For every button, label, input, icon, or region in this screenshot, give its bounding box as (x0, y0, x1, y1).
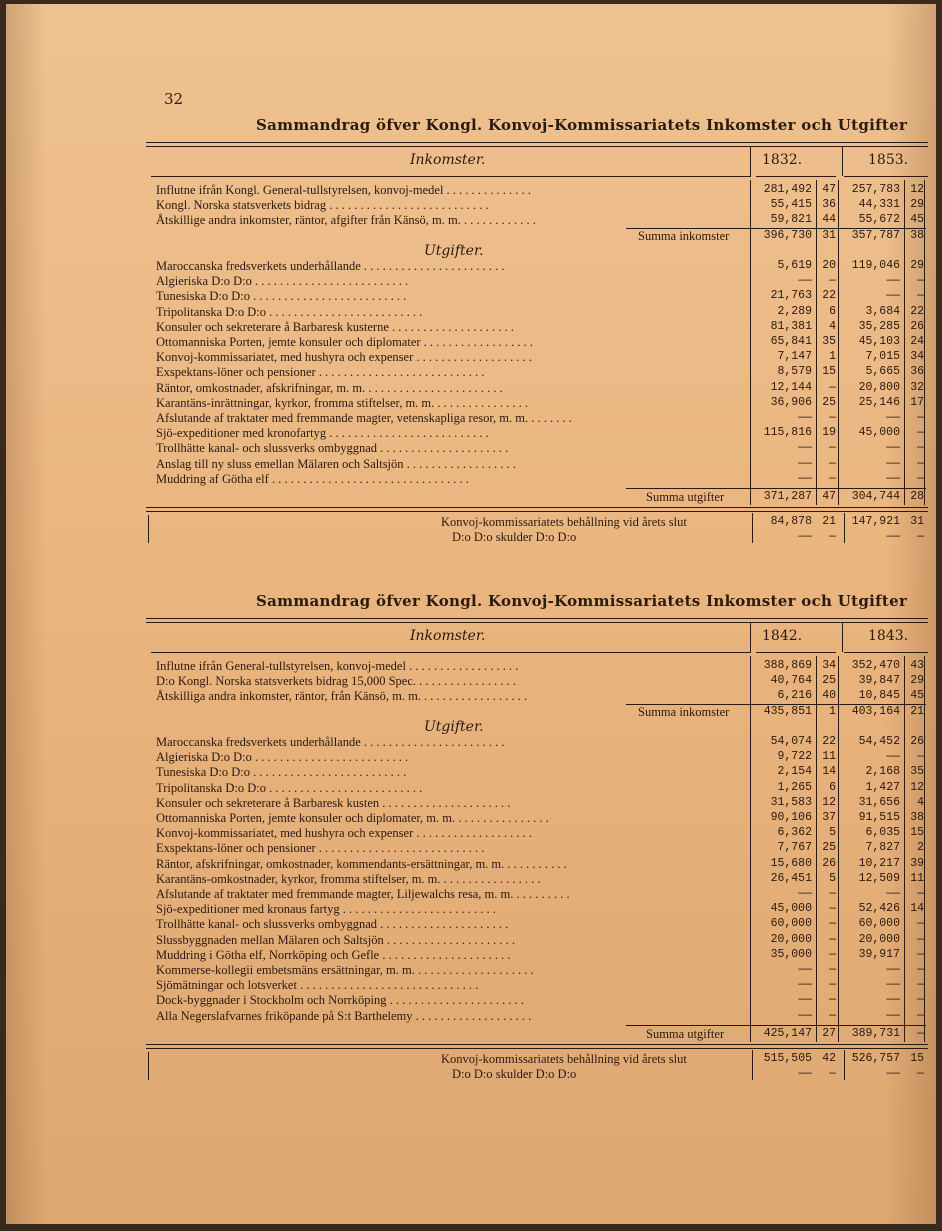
table1-expense-row-15-ore-b: — (917, 963, 924, 976)
table0-expense-row-5-label: Ottomanniska Porten, jemte konsuler och diplomater . . . . . . . . . . . . . . . . . . (156, 335, 534, 349)
table1-income-row-0-ore-b: 43 (910, 659, 924, 672)
table1-expense-row-1-value-a: 9,722 (777, 750, 812, 764)
table1-expense-row-11-label: Sjö-expeditioner med kronaus fartyg . . . . . . . . . . . . . . . . . . . . . . . . . (156, 902, 496, 917)
table1-expense-row-2-value-a: 2,154 (777, 765, 812, 779)
table0-expense-row-3-ore-a: 6 (829, 304, 836, 318)
table0-expense-sum-ore-a: 47 (822, 490, 836, 503)
table0-income-sum-value-b: 357,787 (851, 228, 900, 242)
table1-expense-row-14-ore-b: — (917, 947, 924, 961)
table0-expense-row-13-value-b: —— (886, 456, 900, 470)
table1-expense-row-0-label: Maroccanska fredsverkets underhållande . . . . . . . . . . . . . . . . . . . . . . . (156, 735, 505, 749)
table0-expense-row-6-ore-a: 1 (829, 350, 836, 364)
table1-vline-right (924, 656, 925, 1042)
table1-expense-row-16-value-b: —— (886, 978, 900, 992)
table1-expense-row-16-ore-b: — (917, 978, 924, 992)
table0-col-divider-a (750, 146, 751, 176)
table0-bal-vline-a (752, 513, 753, 543)
table1-income-row-1-ore-a: 25 (822, 674, 836, 688)
table0-expense-row-1-value-b: —— (886, 274, 900, 288)
table0-expense-row-9-ore-a: 25 (822, 395, 836, 409)
table1-expense-row-15-ore-a: — (829, 963, 836, 976)
table1-expense-row-7-value-a: 7,767 (777, 841, 812, 855)
table0-income-row-0-label: Influtne ifrån Kongl. General-tullstyrelsen, konvoj-medel . . . . . . . . . . . . . . (156, 183, 531, 197)
table1-expense-row-1-ore-b: — (917, 750, 924, 764)
table0-header-rule-a (756, 176, 836, 177)
table1-expense-row-13-ore-b: — (917, 932, 924, 946)
table1-income-row-1-value-b: 39,847 (858, 674, 900, 688)
table1-expense-row-4-ore-b: 4 (917, 795, 924, 809)
table0-expense-row-6-label: Konvoj-kommissariatet, med hushyra och expenser . . . . . . . . . . . . . . . . . . . (156, 350, 532, 365)
table0-expense-row-5-ore-b: 24 (910, 335, 924, 348)
table1-expense-row-13-value-a: 20,000 (770, 932, 812, 946)
table0-income-sum-label: Summa inkomster (638, 228, 730, 243)
table1-expense-row-3-label: Tripolitanska D:o D:o . . . . . . . . . . . . . . . . . . . . . . . . . (156, 780, 423, 795)
table1-expense-row-17-ore-a: — (829, 993, 836, 1007)
table0-expense-row-14-label: Muddring af Götha elf . . . . . . . . . . . . . . . . . . . . . . . . . . . . . . . . (156, 471, 469, 486)
table0-expense-row-3-ore-b: 22 (910, 304, 924, 318)
table1-expense-row-9-label: Karantäns-omkostnader, kyrkor, fromma stiftelser, m. m. . . . . . . . . . . . . . . . . (156, 871, 541, 886)
table0-income-row-2-value-b: 55,672 (858, 213, 900, 227)
table1-income-row-2-label: Åtskilliga andra inkomster, räntor, från Känsö, m. m. . . . . . . . . . . . . . . . . . (156, 689, 528, 704)
table0-year-b: 1853. (868, 152, 909, 168)
table0-vline-ore-b-left (904, 180, 905, 505)
table0-expense-row-2-value-a: 21,763 (770, 289, 812, 303)
table1-income-row-0-value-b: 352,470 (851, 659, 900, 672)
table1-expense-row-6-ore-b: 15 (910, 826, 924, 840)
table0-expense-row-7-ore-b: 36 (910, 365, 924, 379)
table1-expense-row-8-ore-b: 39 (910, 856, 924, 870)
table0-expense-row-8-value-a: 12,144 (770, 380, 812, 394)
table1-expense-row-1-value-b: —— (886, 750, 900, 764)
table1-expense-row-15-value-b: —— (886, 963, 900, 976)
table1-expense-row-18-ore-a: — (829, 1008, 836, 1022)
table1-expense-row-2-ore-a: 14 (822, 765, 836, 779)
table0-expense-row-12-ore-a: — (829, 441, 836, 455)
table0-bal-left-mark (148, 515, 149, 543)
table0-expense-row-11-ore-a: 19 (822, 426, 836, 440)
table1-expense-row-10-ore-b: — (917, 887, 924, 900)
table1-expense-row-0-value-b: 54,452 (858, 735, 900, 748)
table1-expense-row-9-ore-b: 11 (910, 871, 924, 885)
table1-expense-sum-rule (626, 1025, 926, 1026)
table0-inkomster-header: Inkomster. (410, 152, 486, 168)
table0-expense-row-10-ore-a: — (829, 411, 836, 424)
table1-top-rule (146, 618, 928, 623)
table0-expense-row-1-value-a: —— (798, 274, 812, 288)
table0-expense-row-0-ore-a: 20 (822, 259, 836, 272)
table1-expense-row-14-label: Muddring i Götha elf, Norrköping och Gefle . . . . . . . . . . . . . . . . . . . . . (156, 947, 511, 962)
table0-expense-row-1-ore-b: — (917, 274, 924, 288)
table1-balance-1-ore-a: 42 (822, 1051, 836, 1065)
table1-expense-row-8-label: Räntor, afskrifningar, omkostnader, kommendants-ersättningar, m. m. . . . . . . . . . . (156, 856, 567, 871)
table1-expense-row-3-ore-a: 6 (829, 780, 836, 794)
table1-expense-row-17-value-b: —— (886, 993, 900, 1007)
table0-income-row-1-ore-a: 36 (822, 198, 836, 212)
table1-income-sum-label: Summa inkomster (638, 704, 730, 719)
table1-income-row-0-ore-a: 34 (822, 659, 836, 672)
table1-balance-line-2: D:o D:o skulder D:o D:o (452, 1066, 577, 1081)
table0-balance-line-1: Konvoj-kommissariatets behållning vid årets slut (441, 515, 687, 529)
table0-expense-row-8-ore-a: — (829, 380, 836, 394)
table0-bottom-rule (146, 507, 928, 512)
table0-expense-sum-value-a: 371,287 (763, 490, 812, 503)
table0-expense-row-14-ore-b: — (917, 471, 924, 485)
table0-balance-2-value-b: —— (886, 530, 900, 543)
table0-income-row-2-ore-a: 44 (822, 213, 836, 227)
table1-expense-row-4-label: Konsuler och sekreterare å Barbaresk kusten . . . . . . . . . . . . . . . . . . . . . (156, 795, 511, 810)
table0-title: Sammandrag öfver Kongl. Konvoj-Kommissariatets Inkomster och Utgifter (256, 116, 908, 134)
table0-expense-row-5-value-a: 65,841 (770, 335, 812, 348)
table1-income-row-1-value-a: 40,764 (770, 674, 812, 688)
table0-balance-1-value-a: 84,878 (770, 515, 812, 528)
table1-expense-row-11-value-a: 45,000 (770, 902, 812, 916)
table1-balance-2-ore-b: — (917, 1066, 924, 1080)
table0-expense-row-6-value-a: 7,147 (777, 350, 812, 364)
table0-income-row-1-value-b: 44,331 (858, 198, 900, 212)
table1-expense-row-7-label: Exspektans-löner och pensioner . . . . . . . . . . . . . . . . . . . . . . . . . . . (156, 841, 485, 856)
table1-expense-row-12-ore-b: — (917, 917, 924, 931)
table1-vline-ore-b-left (904, 656, 905, 1042)
table0-expense-row-3-value-a: 2,289 (777, 304, 812, 318)
table1-expense-row-11-ore-a: — (829, 902, 836, 916)
table0-income-row-1-label: Kongl. Norska statsverkets bidrag . . . . . . . . . . . . . . . . . . . . . . . . . . (156, 198, 489, 213)
table1-expense-row-17-label: Dock-byggnader i Stockholm och Norrköping . . . . . . . . . . . . . . . . . . . . . . (156, 993, 525, 1008)
table1-expense-row-0-ore-a: 22 (822, 735, 836, 748)
table0-expense-row-2-ore-b: — (917, 289, 924, 303)
table0-expense-row-0-value-a: 5,619 (777, 259, 812, 272)
table1-expense-row-18-value-a: —— (798, 1008, 812, 1022)
table0-expense-sum-rule (626, 488, 926, 489)
table1-income-row-2-value-a: 6,216 (777, 689, 812, 703)
table1-expense-row-5-ore-a: 37 (822, 811, 836, 824)
table1-year-a: 1842. (762, 628, 803, 644)
table0-expense-row-9-label: Karantäns-inrättningar, kyrkor, fromma stiftelser, m. m. . . . . . . . . . . . . . . . (156, 395, 529, 410)
table1-expense-row-12-ore-a: — (829, 917, 836, 931)
table1-income-sum-value-b: 403,164 (851, 704, 900, 718)
table0-income-sum-value-a: 396,730 (763, 228, 812, 242)
table0-expense-row-5-value-b: 45,103 (858, 335, 900, 348)
table0-expense-row-13-ore-b: — (917, 456, 924, 470)
table0-expense-row-11-value-a: 115,816 (763, 426, 812, 440)
table0-expense-row-12-label: Trollhätte kanal- och slussverks ombyggnad . . . . . . . . . . . . . . . . . . . . . (156, 441, 509, 456)
table1-expense-row-2-value-b: 2,168 (865, 765, 900, 779)
table1-expense-row-15-value-a: —— (798, 963, 812, 976)
table0-expense-row-13-value-a: —— (798, 456, 812, 470)
table1-bal-left-mark (148, 1052, 149, 1080)
table0-expense-row-6-value-b: 7,015 (865, 350, 900, 364)
table0-bal-vline-b (844, 513, 845, 543)
table1-expense-row-18-ore-b: — (917, 1008, 924, 1022)
table1-expense-row-4-value-a: 31,583 (770, 795, 812, 809)
table1-expense-row-13-ore-a: — (829, 932, 836, 946)
table0-expense-row-9-value-a: 36,906 (770, 395, 812, 409)
table1-income-row-2-ore-a: 40 (822, 689, 836, 703)
table1-income-sum-value-a: 435,851 (763, 704, 812, 718)
table1-expense-row-13-label: Slussbyggnaden mellan Mälaren och Saltsjön . . . . . . . . . . . . . . . . . . . . . (156, 932, 515, 947)
table0-balance-1-ore-b: 31 (910, 515, 924, 528)
table1-income-sum-ore-a: 1 (829, 704, 836, 718)
table0-col-divider-b (842, 146, 843, 176)
table1-expense-row-18-value-b: —— (886, 1008, 900, 1022)
table0-expense-row-2-ore-a: 22 (822, 289, 836, 303)
table0-balance-2-ore-b: — (917, 530, 924, 543)
table0-expense-row-10-ore-b: — (917, 411, 924, 424)
table0-balance-1-value-b: 147,921 (851, 515, 900, 528)
table0-expense-row-8-ore-b: 32 (910, 380, 924, 394)
table0-expense-row-11-label: Sjö-expeditioner med kronofartyg . . . . . . . . . . . . . . . . . . . . . . . . . . (156, 426, 489, 441)
table1-expense-row-11-ore-b: 14 (910, 902, 924, 916)
table1-expense-row-18-label: Alla Negerslafvarnes friköpande på S:t Barthelemy . . . . . . . . . . . . . . . . . . . (156, 1008, 532, 1023)
table1-income-row-2-ore-b: 45 (910, 689, 924, 703)
table1-expense-row-14-ore-a: — (829, 947, 836, 961)
table0-income-row-2-ore-b: 45 (910, 213, 924, 227)
table0-top-rule (146, 142, 928, 147)
table0-expense-row-0-label: Maroccanska fredsverkets underhållande . . . . . . . . . . . . . . . . . . . . . . . (156, 259, 505, 273)
table0-expense-row-0-ore-b: 29 (910, 259, 924, 272)
table1-inkomster-header: Inkomster. (410, 628, 486, 644)
table1-bal-vline-a (752, 1050, 753, 1080)
table1-expense-row-6-label: Konvoj-kommissariatet, med hushyra och expenser . . . . . . . . . . . . . . . . . . . (156, 826, 532, 841)
table0-expense-row-13-label: Anslag till ny sluss emellan Mälaren och Saltsjön . . . . . . . . . . . . . . . . . . (156, 456, 517, 471)
table1-header-rule (151, 652, 751, 653)
table0-expense-row-9-ore-b: 17 (910, 395, 924, 409)
table0-expense-row-12-value-b: —— (886, 441, 900, 455)
table0-expense-row-8-label: Räntor, omkostnader, afskrifningar, m. m. . . . . . . . . . . . . . . . . . . . . . . (156, 380, 503, 395)
table1-bal-vline-b (844, 1050, 845, 1080)
table1-expense-row-17-value-a: —— (798, 993, 812, 1007)
table1-expense-row-3-value-a: 1,265 (777, 780, 812, 794)
table1-expense-row-16-value-a: —— (798, 978, 812, 992)
table0-expense-row-10-value-b: —— (886, 411, 900, 424)
table1-expense-row-15-label: Kommerse-kollegii embetsmäns ersättningar, m. m. . . . . . . . . . . . . . . . . . . . (156, 963, 534, 977)
table0-expense-row-10-label: Afslutande af traktater med fremmande magter, vetenskapliga resor, m. m. . . . . . . . (156, 411, 572, 425)
table0-expense-row-3-value-b: 3,684 (865, 304, 900, 318)
table0-expense-row-13-ore-a: — (829, 456, 836, 470)
table1-bottom-rule (146, 1044, 928, 1049)
table1-expense-row-2-ore-b: 35 (910, 765, 924, 779)
table1-balance-2-ore-a: — (829, 1066, 836, 1080)
table1-balance-1-value-a: 515,505 (763, 1051, 812, 1065)
table1-balance-2-value-a: —— (798, 1066, 812, 1080)
table1-expense-sum-ore-a: 27 (822, 1026, 836, 1040)
table1-expense-row-0-value-a: 54,074 (770, 735, 812, 748)
table0-expense-row-14-value-a: —— (798, 471, 812, 485)
table0-expense-row-4-value-b: 35,285 (858, 319, 900, 333)
table1-expense-sum-ore-b: — (917, 1026, 924, 1040)
table1-utgifter-subheader: Utgifter. (424, 718, 484, 735)
table0-income-row-0-ore-a: 47 (822, 183, 836, 196)
table0-expense-row-7-value-b: 5,665 (865, 365, 900, 379)
table1-expense-row-9-value-b: 12,509 (858, 871, 900, 885)
table1-income-sum-ore-b: 21 (910, 704, 924, 718)
table0-expense-row-7-ore-a: 15 (822, 365, 836, 379)
table0-expense-row-6-ore-b: 34 (910, 350, 924, 364)
table1-balance-2-value-b: —— (886, 1066, 900, 1080)
table1-expense-row-4-value-b: 31,656 (858, 795, 900, 809)
table1-expense-row-10-value-b: —— (886, 887, 900, 900)
table0-header-rule-b (844, 176, 928, 177)
table1-expense-row-7-value-b: 7,827 (865, 841, 900, 855)
table1-expense-row-12-value-b: 60,000 (858, 917, 900, 931)
table1-expense-row-12-value-a: 60,000 (770, 917, 812, 931)
table1-expense-row-10-value-a: —— (798, 887, 812, 900)
table1-expense-sum-value-a: 425,147 (763, 1026, 812, 1040)
table1-expense-row-9-ore-a: 5 (829, 871, 836, 885)
table0-expense-row-7-label: Exspektans-löner och pensioner . . . . . . . . . . . . . . . . . . . . . . . . . . . (156, 365, 485, 380)
table1-expense-row-14-value-b: 39,917 (858, 947, 900, 961)
table0-expense-row-8-value-b: 20,800 (858, 380, 900, 394)
table0-expense-row-3-label: Tripolitanska D:o D:o . . . . . . . . . . . . . . . . . . . . . . . . . (156, 304, 423, 319)
table1-year-b: 1843. (868, 628, 909, 644)
table1-expense-row-10-label: Afslutande af traktater med fremmande magter, Liljewalchs resa, m. m. . . . . . . . . . (156, 887, 570, 901)
table0-utgifter-subheader: Utgifter. (424, 242, 484, 259)
table1-expense-row-17-ore-b: — (917, 993, 924, 1007)
table0-income-row-0-ore-b: 12 (910, 183, 924, 196)
table1-header-rule-b (844, 652, 928, 653)
table1-balance-line-1: Konvoj-kommissariatets behållning vid årets slut (441, 1051, 687, 1066)
table1-expense-row-1-label: Algieriska D:o D:o . . . . . . . . . . . . . . . . . . . . . . . . . (156, 750, 409, 765)
table1-balance-1-ore-b: 15 (910, 1051, 924, 1065)
table0-expense-row-12-ore-b: — (917, 441, 924, 455)
table0-expense-row-1-label: Algieriska D:o D:o . . . . . . . . . . . . . . . . . . . . . . . . . (156, 274, 409, 289)
table0-expense-row-4-label: Konsuler och sekreterare å Barbaresk kusterne . . . . . . . . . . . . . . . . . . . . (156, 319, 514, 334)
ledger-page (6, 4, 936, 1224)
table0-expense-row-0-value-b: 119,046 (851, 259, 900, 272)
table1-expense-row-8-value-a: 15,680 (770, 856, 812, 870)
table1-income-row-1-label: D:o Kongl. Norska statsverkets bidrag 15,000 Spec. . . . . . . . . . . . . . . . . (156, 674, 517, 689)
table1-expense-row-6-value-b: 6,035 (865, 826, 900, 840)
table0-expense-row-2-value-b: —— (886, 289, 900, 303)
table0-expense-sum-ore-b: 28 (910, 490, 924, 503)
table1-income-row-0-value-a: 388,869 (763, 659, 812, 672)
page-number: 32 (164, 90, 184, 108)
table1-expense-row-3-value-b: 1,427 (865, 780, 900, 794)
table0-expense-row-4-ore-b: 26 (910, 319, 924, 333)
table1-expense-sum-value-b: 389,731 (851, 1026, 900, 1040)
table0-expense-row-12-value-a: —— (798, 441, 812, 455)
table0-expense-row-10-value-a: —— (798, 411, 812, 424)
table0-expense-row-14-ore-a: — (829, 471, 836, 485)
table1-expense-row-16-ore-a: — (829, 978, 836, 992)
table1-expense-row-3-ore-b: 12 (910, 780, 924, 794)
table1-header-rule-a (756, 652, 836, 653)
table0-expense-sum-label: Summa utgifter (646, 490, 725, 504)
table1-expense-row-8-ore-a: 26 (822, 856, 836, 870)
table1-income-row-0-label: Influtne ifrån General-tullstyrelsen, konvoj-medel . . . . . . . . . . . . . . . . . . (156, 659, 519, 673)
table1-expense-row-1-ore-a: 11 (822, 750, 836, 764)
table1-expense-row-2-label: Tunesiska D:o D:o . . . . . . . . . . . . . . . . . . . . . . . . . (156, 765, 407, 780)
table1-expense-row-5-label: Ottomanniska Porten, jemte konsuler och diplomater, m. m. . . . . . . . . . . . . . . . (156, 811, 549, 825)
table1-expense-row-5-value-a: 90,106 (770, 811, 812, 824)
table1-expense-row-7-ore-b: 2 (917, 841, 924, 855)
table0-income-row-0-value-a: 281,492 (763, 183, 812, 196)
table1-expense-row-14-value-a: 35,000 (770, 947, 812, 961)
table1-expense-row-10-ore-a: — (829, 887, 836, 900)
table0-balance-1-ore-a: 21 (822, 515, 836, 528)
table0-expense-row-9-value-b: 25,146 (858, 395, 900, 409)
table1-expense-row-5-ore-b: 38 (910, 811, 924, 824)
table0-balance-line-2: D:o D:o skulder D:o D:o (452, 530, 577, 544)
table0-expense-row-7-value-a: 8,579 (777, 365, 812, 379)
table0-expense-row-11-value-b: 45,000 (858, 426, 900, 440)
table1-expense-row-16-label: Sjömätningar och lotsverket . . . . . . . . . . . . . . . . . . . . . . . . . . . . . (156, 978, 479, 993)
table1-income-row-2-value-b: 10,845 (858, 689, 900, 703)
table0-income-sum-ore-b: 38 (910, 228, 924, 242)
table0-balance-2-ore-a: — (829, 530, 836, 543)
table1-expense-row-5-value-b: 91,515 (858, 811, 900, 824)
table0-header-rule (151, 176, 751, 177)
table0-expense-row-11-ore-b: — (917, 426, 924, 440)
table0-income-row-2-label: Åtskillige andra inkomster, räntor, afgifter från Känsö, m. m. . . . . . . . . . . . . (156, 213, 536, 228)
table1-expense-row-6-ore-a: 5 (829, 826, 836, 840)
table1-balance-1-value-b: 526,757 (851, 1051, 900, 1065)
table0-expense-row-4-ore-a: 4 (829, 319, 836, 333)
table0-income-row-0-value-b: 257,783 (851, 183, 900, 196)
table0-expense-row-5-ore-a: 35 (822, 335, 836, 348)
table1-expense-row-4-ore-a: 12 (822, 795, 836, 809)
table0-expense-row-2-label: Tunesiska D:o D:o . . . . . . . . . . . . . . . . . . . . . . . . . (156, 289, 407, 304)
table1-expense-row-11-value-b: 52,426 (858, 902, 900, 916)
table1-expense-row-9-value-a: 26,451 (770, 871, 812, 885)
table1-expense-row-6-value-a: 6,362 (777, 826, 812, 840)
table0-balance-2-value-a: —— (798, 530, 812, 543)
table1-expense-sum-label: Summa utgifter (646, 1026, 725, 1041)
table0-expense-row-1-ore-a: — (829, 274, 836, 288)
table0-expense-sum-value-b: 304,744 (851, 490, 900, 503)
table0-expense-row-4-value-a: 81,381 (770, 319, 812, 333)
table0-year-a: 1832. (762, 152, 803, 168)
table0-expense-row-14-value-b: —— (886, 471, 900, 485)
table0-vline-right (924, 180, 925, 505)
table0-income-row-1-ore-b: 29 (910, 198, 924, 212)
table1-expense-row-12-label: Trollhätte kanal- och slussverks ombyggnad . . . . . . . . . . . . . . . . . . . . . (156, 917, 509, 932)
table1-expense-row-8-value-b: 10,217 (858, 856, 900, 870)
table0-income-row-2-value-a: 59,821 (770, 213, 812, 227)
table1-title: Sammandrag öfver Kongl. Konvoj-Kommissariatets Inkomster och Utgifter (256, 592, 908, 610)
table0-income-sum-ore-a: 31 (822, 228, 836, 242)
table1-income-row-1-ore-b: 29 (910, 674, 924, 688)
table1-expense-row-13-value-b: 20,000 (858, 932, 900, 946)
table1-expense-row-0-ore-b: 26 (910, 735, 924, 748)
table0-income-row-1-value-a: 55,415 (770, 198, 812, 212)
table1-col-divider-a (750, 622, 751, 652)
table1-col-divider-b (842, 622, 843, 652)
table1-expense-row-7-ore-a: 25 (822, 841, 836, 855)
